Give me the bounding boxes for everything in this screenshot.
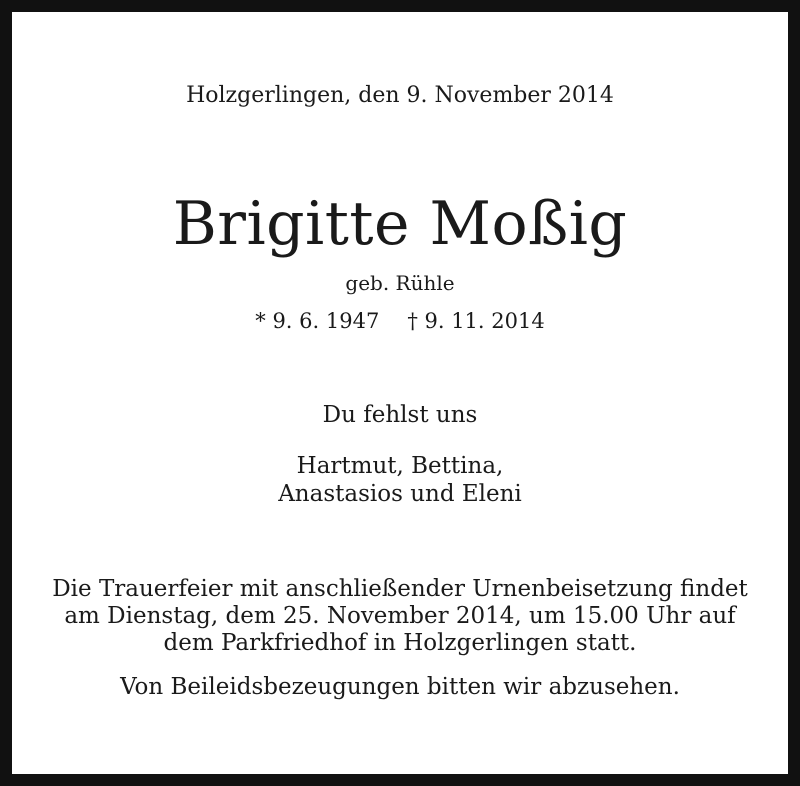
funeral-line: Die Trauerfeier mit anschließender Urnenbeisetzung findet <box>52 576 748 602</box>
mourners-block <box>12 452 788 508</box>
mourners-line: Hartmut, Bettina, <box>296 453 504 479</box>
place-and-date: Holzgerlingen, den 9. November 2014 <box>186 83 614 108</box>
birth-name: geb. Rühle <box>345 271 455 295</box>
funeral-information <box>12 576 788 657</box>
farewell-message: Du fehlst uns <box>322 402 478 428</box>
death-date: † 9. 11. 2014 <box>407 309 545 333</box>
mourners-line: Anastasios und Eleni <box>278 481 522 507</box>
funeral-line: am Dienstag, dem 25. November 2014, um 15.00 Uhr auf <box>64 603 736 629</box>
funeral-line: dem Parkfriedhof in Holzgerlingen statt. <box>163 630 637 656</box>
life-dates <box>12 311 788 332</box>
condolence-note: Von Beileidsbezeugungen bitten wir abzusehen. <box>120 674 680 700</box>
birth-date: * 9. 6. 1947 <box>255 309 380 333</box>
deceased-name: Brigitte Moßig <box>172 189 628 259</box>
